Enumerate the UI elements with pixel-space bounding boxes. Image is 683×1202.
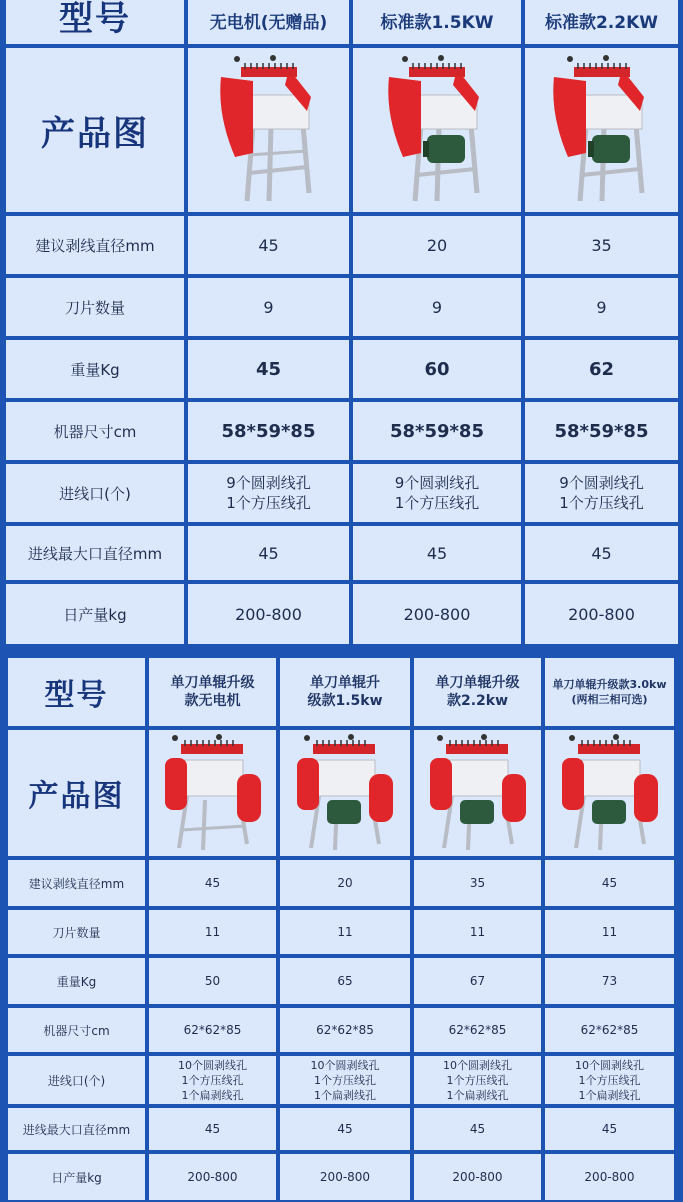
model-name-line: 单刀单辊升级 [435, 675, 520, 691]
model-name [351, 0, 523, 46]
wire-stripper-machine-image [381, 55, 493, 205]
product-image-cell [412, 728, 543, 858]
spec-value: 60 [351, 338, 523, 400]
spec-line: 1个方压线孔 [314, 1073, 376, 1087]
model-name [523, 0, 680, 46]
model-name [412, 656, 543, 728]
model-header-label: 型号 [4, 0, 186, 46]
row-label: 日产量kg [4, 582, 186, 646]
spec-value: 45 [186, 338, 351, 400]
spec-value: 200-800 [278, 1152, 412, 1202]
spec-line: 9个圆剥线孔 [226, 474, 311, 492]
product-image-cell [186, 46, 351, 214]
model-name [278, 656, 412, 728]
spec-line: 1个方压线孔 [446, 1073, 509, 1087]
spec-value: 73 [543, 956, 676, 1006]
model-name-text: 无电机(无赠品) [209, 13, 328, 33]
spec-value: 200-800 [543, 1152, 676, 1202]
spec-value: 58*59*85 [351, 400, 523, 462]
spec-value [351, 462, 523, 524]
spec-line: 10个圆剥线孔 [575, 1058, 644, 1072]
product-image-label: 产品图 [4, 46, 186, 214]
spec-value: 45 [147, 858, 278, 908]
spec-value [523, 462, 680, 524]
spec-line: 10个圆剥线孔 [443, 1058, 512, 1072]
model-name-line: 单刀单辊升级 [170, 675, 255, 691]
spec-value: 45 [543, 1106, 676, 1152]
spec-value: 45 [147, 1106, 278, 1152]
spec-value: 67 [412, 956, 543, 1006]
product-image-label: 产品图 [6, 728, 147, 858]
spec-value: 62*62*85 [278, 1006, 412, 1054]
spec-value [147, 1054, 278, 1106]
spec-value: 200-800 [351, 582, 523, 646]
spec-value: 35 [523, 214, 680, 276]
spec-value: 58*59*85 [523, 400, 680, 462]
spec-value: 45 [523, 524, 680, 582]
wire-stripper-machine-image [558, 734, 662, 852]
spec-value: 11 [543, 908, 676, 956]
spec-value: 62*62*85 [147, 1006, 278, 1054]
model-name [147, 656, 278, 728]
model-name [543, 656, 676, 728]
row-label: 重量Kg [6, 956, 147, 1006]
spec-value: 200-800 [147, 1152, 278, 1202]
row-label: 刀片数量 [6, 908, 147, 956]
product-image-cell [147, 728, 278, 858]
model-name-text: 标准款2.2KW [544, 13, 659, 33]
spec-value: 11 [412, 908, 543, 956]
spec-value: 9 [523, 276, 680, 338]
spec-line: 1个方压线孔 [226, 494, 311, 512]
model-name [186, 0, 351, 46]
row-label: 日产量kg [6, 1152, 147, 1202]
spec-table-standard [4, 0, 680, 646]
product-image-cell [278, 728, 412, 858]
spec-line: 1个方压线孔 [394, 494, 480, 512]
model-name-line: 单刀单辊升 [310, 675, 380, 691]
spec-line: 9个圆剥线孔 [394, 474, 480, 492]
spec-line: 1个方压线孔 [559, 494, 644, 512]
model-name-line: 款无电机 [184, 693, 241, 709]
spec-value: 11 [147, 908, 278, 956]
spec-value: 45 [351, 524, 523, 582]
spec-value: 45 [186, 524, 351, 582]
row-label: 进线口(个) [6, 1054, 147, 1106]
spec-value [412, 1054, 543, 1106]
model-name-line: (两相三相可选) [571, 693, 648, 706]
row-label: 进线口(个) [4, 462, 186, 524]
row-label: 重量Kg [4, 338, 186, 400]
product-image-cell [543, 728, 676, 858]
spec-value: 35 [412, 858, 543, 908]
row-label: 建议剥线直径mm [4, 214, 186, 276]
spec-value [278, 1054, 412, 1106]
spec-line: 1个扁剥线孔 [314, 1088, 376, 1102]
spec-value: 45 [543, 858, 676, 908]
row-label: 进线最大口直径mm [4, 524, 186, 582]
spec-value: 200-800 [186, 582, 351, 646]
row-label: 进线最大口直径mm [6, 1106, 147, 1152]
spec-line: 10个圆剥线孔 [310, 1058, 380, 1072]
wire-stripper-machine-image [213, 55, 325, 205]
model-name-line: 级款1.5kw [307, 693, 383, 709]
spec-line: 1个扁剥线孔 [446, 1088, 509, 1102]
model-name-text: 标准款1.5KW [380, 13, 494, 33]
product-image-cell [523, 46, 680, 214]
spec-value [186, 462, 351, 524]
spec-value: 9 [351, 276, 523, 338]
spec-value: 200-800 [523, 582, 680, 646]
spec-value: 45 [278, 1106, 412, 1152]
spec-value: 45 [412, 1106, 543, 1152]
spec-value: 9 [186, 276, 351, 338]
model-header-label: 型号 [6, 656, 147, 728]
row-label: 机器尺寸cm [4, 400, 186, 462]
wire-stripper-machine-image [546, 55, 658, 205]
row-label: 刀片数量 [4, 276, 186, 338]
row-label: 机器尺寸cm [6, 1006, 147, 1054]
spec-line: 1个方压线孔 [578, 1073, 641, 1087]
spec-value: 20 [351, 214, 523, 276]
spec-value: 45 [186, 214, 351, 276]
spec-value [543, 1054, 676, 1106]
model-name-line: 款2.2kw [446, 693, 509, 709]
spec-table-upgraded [6, 656, 676, 1202]
spec-value: 20 [278, 858, 412, 908]
spec-value: 200-800 [412, 1152, 543, 1202]
product-image-cell [351, 46, 523, 214]
spec-line: 10个圆剥线孔 [178, 1058, 247, 1072]
spec-line: 1个方压线孔 [181, 1073, 244, 1087]
spec-value: 62*62*85 [412, 1006, 543, 1054]
wire-stripper-machine-image [293, 734, 397, 852]
row-label: 建议剥线直径mm [6, 858, 147, 908]
wire-stripper-machine-image [161, 734, 265, 852]
spec-value: 65 [278, 956, 412, 1006]
spec-value: 62 [523, 338, 680, 400]
spec-value: 58*59*85 [186, 400, 351, 462]
spec-line: 9个圆剥线孔 [559, 474, 644, 492]
spec-value: 50 [147, 956, 278, 1006]
spec-line: 1个扁剥线孔 [578, 1088, 641, 1102]
spec-line: 1个扁剥线孔 [181, 1088, 244, 1102]
spec-value: 11 [278, 908, 412, 956]
model-name-line: 单刀单辊升级款3.0kw [552, 678, 667, 691]
spec-value: 62*62*85 [543, 1006, 676, 1054]
wire-stripper-machine-image [426, 734, 530, 852]
